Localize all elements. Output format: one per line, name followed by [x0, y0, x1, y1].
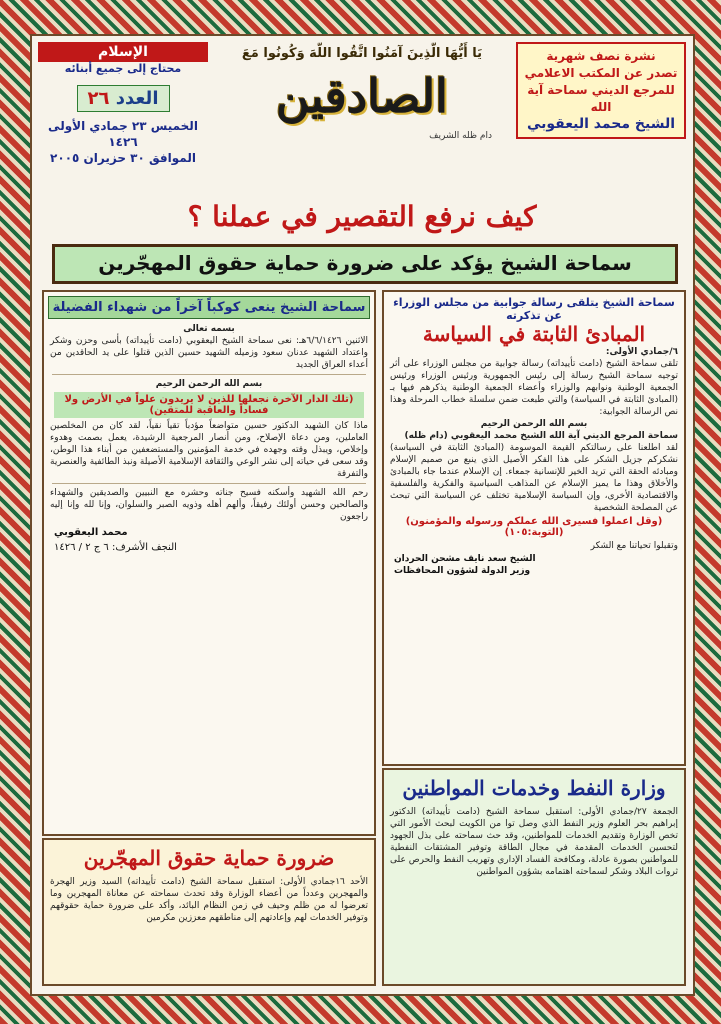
martyr-article-title: سماحة الشيخ ينعى كوكباً آخراً من شهداء الفضيلة [48, 296, 370, 319]
politics-kicker: سماحة الشيخ يتلقى رسالة جوابية من مجلس الوزراء عن تذكرته [393, 296, 675, 322]
date-hijri: الخميس ٢٣ جمادي الأولى ١٤٢٦ [48, 119, 198, 149]
displaced-article [42, 838, 376, 986]
masthead [212, 42, 512, 192]
politics-to: سماحة المرجع الديني آية الله الشيخ محمد اليعقوبي (دام ظله) [404, 431, 678, 441]
publisher-line1: نشرة نصف شهرية [546, 49, 656, 63]
politics-sig-title: وزير الدولة لشؤون المحافظات [394, 566, 531, 576]
masthead-note: دام ظله الشريف [429, 131, 492, 141]
publisher-line3: للمرجع الديني سماحة آية الله [527, 83, 675, 114]
martyr-article-body1: الاثنين ٦/٦/١٤٢٦هـ: نعى سماحة الشيخ اليعقوبي (دامت تأييداته) بأسى وحزن وشكر واعتداد الشهيد عدنان سعود وزميله الشهيد حسين الذين قتلوا على يد الحاقدين من أعداء العراق الجديد [50, 336, 368, 370]
martyr-article-sub: بسمه تعالى [183, 324, 235, 334]
displaced-title: ضرورة حماية حقوق المهجّرين [83, 846, 335, 870]
tagline: محتاج إلى جميع أبنائه [64, 62, 182, 75]
masthead-verse: يَا أَيُّهَا الَّذِينَ آمَنُوا اتَّقُوا اللَّهَ وَكُونُوا مَعَ [241, 46, 483, 61]
oil-title: وزارة النفط وخدمات المواطنين [402, 776, 666, 800]
martyr-article [42, 290, 376, 836]
martyr-signature: محمد اليعقوبي [54, 527, 128, 538]
masthead-title: الصادقين [275, 69, 449, 123]
politics-closing: وتقبلوا تحياتنا مع الشكر [590, 541, 678, 551]
politics-quote: (وقل اعملوا فسيرى الله عملكم ورسوله والمؤمنون) (التوبة:١٠٥) [405, 516, 663, 538]
politics-signature: الشيخ سعد نايف مشحن الحردان [394, 554, 536, 564]
politics-date: ٦/جمادي الأولى: [605, 347, 678, 357]
politics-basmala: بسم الله الرحمن الرحيم [480, 419, 588, 429]
martyr-basmala: بسم الله الرحمن الرحيم [155, 379, 263, 389]
oil-article [382, 768, 686, 986]
politics-article [382, 290, 686, 766]
issue-info [38, 42, 208, 192]
publisher-info [516, 42, 686, 192]
martyr-article-body3: رحم الله الشهيد وأسكنه فسيح جناته وحشره مع النبيين والصديقين والشهداء والصالحين وحسن أولئك رفيقاً، وألهم أهله وذويه الصبر والسلوان، وإنا لله وإنا إليه راجعون [50, 488, 368, 522]
publisher-line2: تصدر عن المكتب الاعلامي [524, 66, 678, 80]
politics-body1: تلقى سماحة الشيخ (دامت تأييداته) رسالة جوابية من مجلس الوزراء على أثر توجيه سماحة الشيخ رسالة إلى رئيس الجمهورية ورئيس الوزراء ورئيس الجمعية الوطنية ونوابهم والوزراء وأعضاء الجمعية الوطنية يذكرهم فيها بـ (المبادئ الثابتة في السياسة) والتي طبعت ضمن سلسلة خطاب المرحلة وهذا نص الرسالة الجوابية: [390, 359, 678, 417]
politics-body2: لقد اطلعنا على رسالتكم القيمة الموسومة (المبادئ الثابتة في السياسة) نشكركم جزيل الشكر على هذا الفكر الأصيل الذي ينبع من صميم الإسلام ومبادئه الحقة التي تريد الخير للإنسانية جمعاء. إن الإسلام عندما جاء بالمبادئ والأخلاق وهذا ما يميز الإسلام عن المذاهب السياسية والفكرية والفلسفية والاقتصادية الأخرى، وإن السياسة الإسلامية تختلف عن السياسة التي تبحث عن المصلحة الشخصية [390, 443, 678, 513]
politics-title: المبادئ الثابتة في السياسة [422, 322, 646, 346]
martyr-sign-date: النجف الأشرف: ٦ ج ٢ / ١٤٢٦ [54, 542, 177, 553]
islam-banner: الإسلام [38, 42, 208, 62]
martyr-article-body2: ماذا كان الشهيد الدكتور حسين متواضعاً مؤدباً تقياً نقياً، لقد كان من المخلصين العاملين، ومن دعاة الإصلاح، ومن أنصار المرجعية الرشيدة، يعمل بصمت وهدوء وإخلاص، ويبذل وقته وجهده في خدمة المؤمنين والمستضعفين من أبناء هذا الوطن، وقد سعى في حياته إلى نشر الوعي والثقافة الإسلامية الأصيلة ونبذ الطائفية والعنصرية والتفرقة [50, 421, 368, 479]
page-content [30, 34, 695, 996]
publisher-name: الشيخ محمد اليعقوبي [526, 116, 676, 132]
date-gregorian: الموافق ٣٠ حزيران ٢٠٠٥ [50, 151, 196, 165]
issue-badge [77, 85, 170, 112]
issue-label: العدد [115, 88, 159, 109]
headline-secondary: سماحة الشيخ يؤكد على ضرورة حماية حقوق المهجّرين [52, 244, 678, 284]
martyr-quote: (تلك الدار الآخرة نجعلها للذين لا يريدون علواً في الأرض ولا فساداً والعاقبة للمتقين) [54, 392, 364, 418]
displaced-body: الأحد ١٦جمادي الأولى: استقبل سماحة الشيخ (دامت تأييداته) السيد وزير الهجرة والمهجرين وعدداً من أعضاء الوزارة وقد تحدث سماحته عن معاناة المهجرين وما تعرضوا له من ظلم وحيف في زمن النظام البائد، وأكد على ضرورة حماية حقوقهم وتوفير الخدمات لهم وإعادتهم إلى مناطقهم معززين مكرمين [50, 877, 368, 923]
headline-main: كيف نرفع التقصير في عملنا ؟ [187, 200, 537, 233]
issue-number: ٢٦ [87, 88, 110, 109]
oil-body: الجمعة ٢٧/جمادي الأولى: استقبل سماحة الشيخ (دامت تأييداته) الدكتور إبراهيم بحر العلوم وزير النفط الذي وصل توا من الكويت لبحث الأمور التي تخص الوزارة وتقديم الخدمات للمواطنين، وقد حث سماحته على بذل الجهود لتحسين الخدمات المقدمة في مجال الطاقة وتوفير المشتقات النفطية للمواطنين بصورة عادلة، ومكافحة الفساد الإداري وتهريب النفط والحرص على ثروات البلاد وشكر لسماحته اهتمامه بشؤون المواطنين [390, 807, 678, 877]
